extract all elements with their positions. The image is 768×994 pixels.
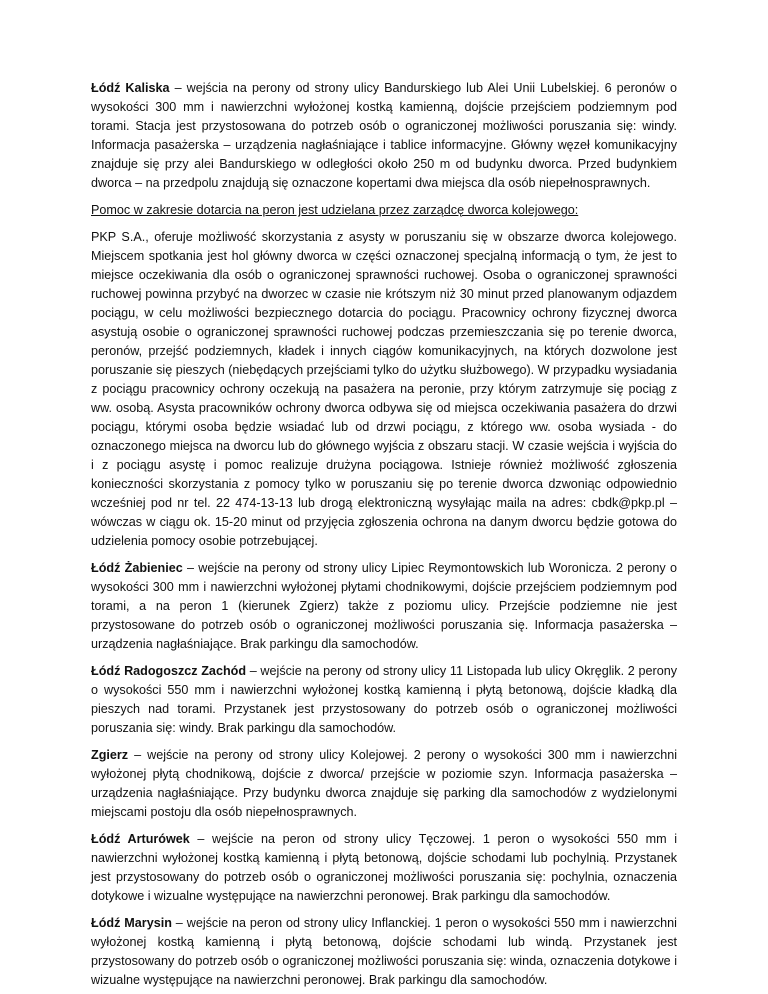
station-name: Łódź Żabieniec xyxy=(91,561,183,575)
paragraph-lodz-radogoszcz-zachod xyxy=(91,662,677,738)
paragraph-lodz-zabieniec xyxy=(91,559,677,654)
paragraph-lodz-marysin xyxy=(91,914,677,990)
station-name: Łódź Marysin xyxy=(91,916,172,930)
station-name: Łódź Arturówek xyxy=(91,832,190,846)
paragraph-lodz-arturowek xyxy=(91,830,677,906)
station-name: Łódź Radogoszcz Zachód xyxy=(91,664,247,678)
paragraph-text: PKP S.A., oferuje możliwość skorzystania z asysty w poruszaniu się w obszarze dworca kolejowego. Miejscem spotkania jest hol główny dworca w części oznaczonej specjalną informacją o tym, że jest to miejsce oczekiwania dla osób o ograniczonej sprawności ruchowej. Osoba o ograniczonej sprawności ruchowej powinna przybyć na dworzec w czasie nie krótszym niż 30 minut przed planowanym odjazdem pociągu, w celu możliwości bezpiecznego dotarcia do pociągu. Pracownicy ochrony fizycznej dworca asystują osobie o ograniczonej sprawności ruchowej podczas przemieszczania się po terenie dworca, peronów, przejść podziemnych, kładek i innych ciągów komunikacyjnych, na których dozwolone jest poruszanie się pieszych (niebędących przejściami tylko do użytku służbowego). W przypadku wysiadania z pociągu pracownicy ochrony oczekują na pasażera na peronie, przy którym zatrzymuje się pociąg z ww. osobą. Asysta pracowników ochrony dworca odbywa się od miejsca oczekiwania pasażera do drzwi pociągu, którymi osoba będzie wsiadać lub od drzwi pociągu, z którego ww. osoba wysiada - do oznaczonego miejsca na dworcu lub do głównego wyjścia z obszaru stacji. W czasie wejścia i wyjścia do i z pociągu asystę i pomoc realizuje drużyna pociągowa. Istnieje również możliwość zgłoszenia konieczności skorzystania z pomocy tylko w poruszaniu się po terenie dworca dzwoniąc odpowiednio wcześniej pod nr tel. 22 474-13-13 lub drogą elektroniczną wysyłając maila na adres: cbdk@pkp.pl –wówczas w ciągu ok. 15-20 minut od przyjęcia zgłoszenia ochrona na danym dworcu będzie gotowa do udzielenia pomocy osobie potrzebującej. xyxy=(91,230,677,548)
paragraph-lodz-kaliska xyxy=(91,79,677,193)
station-name: Zgierz xyxy=(91,748,129,762)
paragraph-zgierz xyxy=(91,746,677,822)
station-name: Łódź Kaliska xyxy=(91,81,170,95)
section-heading-text: Pomoc w zakresie dotarcia na peron jest udzielana przez zarządcę dworca kolejowego: xyxy=(91,203,579,217)
paragraph-text: – wejście na perony od strony ulicy 11 Listopada lub ulicy Okręglik. 2 perony o wysokości 550 mm i nawierzchni wyłożonej kostką kamienną i płytą betonową, dojście kładką dla pieszych nad torami. Przystanek jest przystosowany do potrzeb osób o ograniczonej możliwości poruszania się: windy. Brak parkingu dla samochodów. xyxy=(91,664,678,735)
paragraph-text: – wejście na perony od strony ulicy Lipiec Reymontowskich lub Woronicza. 2 perony o wysokości 300 mm i nawierzchni wyłożonej płytami chodnikowymi, dojście przejściem podziemnym pod torami, a na peron 1 (kierunek Zgierz) także z poziomu ulicy. Przejście podziemne nie jest przystosowane do potrzeb osób o ograniczonej możliwości poruszania się. Informacja pasażerska – urządzenia nagłaśniające. Brak parkingu dla samochodów. xyxy=(91,561,678,651)
paragraph-text: – wejście na perony od strony ulicy Kolejowej. 2 perony o wysokości 300 mm i nawierzchni wyłożonej płytą chodnikową, dojście z dworca/ przejście w poziomie szyn. Informacja pasażerska – urządzenia nagłaśniające. Przy budynku dworca znajduje się parking dla samochodów z wydzielonymi miejscami postoju dla osób niepełnosprawnych. xyxy=(91,748,677,819)
paragraph-text: – wejście na peron od strony ulicy Tęczowej. 1 peron o wysokości 550 mm i nawierzchni wyłożonej kostką kamienną i płytą betonową, dojście schodami lub pochylnią. Przystanek jest przystosowany do potrzeb osób o ograniczonej możliwości poruszania się: pochylnia, oznaczenia dotykowe i wizualne występujące na nawierzchni peronowej. Brak parkingu dla samochodów. xyxy=(91,832,677,903)
section-heading xyxy=(91,201,677,220)
paragraph-pkp-assistance xyxy=(91,228,677,551)
paragraph-text: – wejścia na perony od strony ulicy Bandurskiego lub Alei Unii Lubelskiej. 6 peronów o wysokości 300 mm i nawierzchni wyłożonej kostką kamienną, dojście przejściem podziemnym pod torami. Stacja jest przystosowana do potrzeb osób o ograniczonej możliwości poruszania się: windy. Informacja pasażerska – urządzenia nagłaśniające i tablice informacyjne. Główny węzeł komunikacyjny znajduje się przy alei Bandurskiego w odległości około 250 m od budynku dworca. Przed budynkiem dworca – na przedpolu znajdują się oznaczone kopertami dwa miejsca dla osób niepełnosprawnych. xyxy=(91,81,678,190)
paragraph-text: – wejście na peron od strony ulicy Inflanckiej. 1 peron o wysokości 550 mm i nawierzchni wyłożonej kostką kamienną i płytą betonową, dojście schodami lub windą. Przystanek jest przystosowany do potrzeb osób o ograniczonej możliwości poruszania się: winda, oznaczenia dotykowe i wizualne występujące na nawierzchni peronowej. Brak parkingu dla samochodów. xyxy=(91,916,677,987)
